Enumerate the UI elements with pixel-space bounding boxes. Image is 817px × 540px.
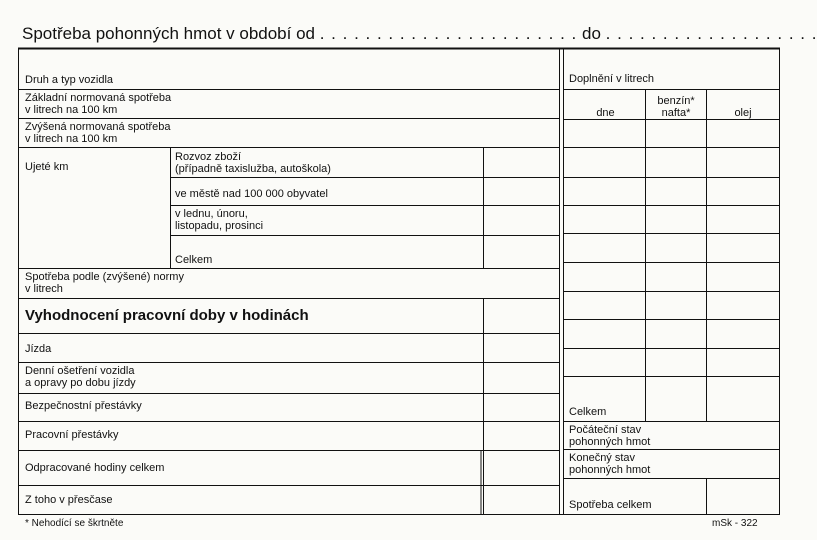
title-dots-to: . . . . . . . . . . . . . . . . . . . (605, 24, 817, 43)
km-driven-label: Ujeté km (25, 161, 69, 173)
title-prefix: Spotřeba pohonných hmot v období od (22, 24, 315, 43)
title-dots-from: . . . . . . . . . . . . . . . . . . . . . . . (319, 24, 578, 43)
work-breaks-label: Pracovní přestávky (25, 429, 119, 441)
final-state-label: Konečný stav pohonných hmot (569, 452, 651, 476)
col-day-header: dne (596, 107, 615, 119)
increased-consumption-label: Zvýšená normovaná spotřeba v litrech na 100 km (25, 121, 171, 145)
base-consumption-label: Základní normovaná spotřeba v litrech na 100 km (25, 92, 172, 116)
daily-care-label: Denní ošetření vozidla a opravy po dobu jízdy (25, 365, 136, 389)
vehicle-type-label: Druh a typ vozidla (25, 74, 114, 86)
consumption-by-norm-label: Spotřeba podle (zvýšené) normy v litrech (25, 271, 184, 295)
km-city-label: ve městě nad 100 000 obyvatel (175, 188, 328, 200)
km-total-label: Celkem (175, 254, 213, 266)
work-time-heading: Vyhodnocení pracovní doby v hodinách (25, 307, 309, 324)
overtime-label: Z toho v přesčase (25, 494, 113, 506)
refills-total-label: Celkem (569, 406, 607, 418)
title-to: do (582, 24, 601, 43)
form-code: mSk - 322 (712, 518, 758, 529)
km-winter-label: v lednu, únoru, listopadu, prosinci (175, 208, 264, 232)
refills-heading: Doplnění v litrech (569, 73, 654, 85)
footnote: * Nehodící se škrtněte (25, 518, 124, 529)
driving-label: Jízda (25, 343, 52, 355)
col-oil-header: olej (734, 107, 752, 119)
safety-breaks-label: Bezpečnostní přestávky (25, 400, 142, 412)
consumption-total-label: Spotřeba celkem (569, 499, 652, 511)
col-fuel-header: benzín* nafta* (657, 95, 695, 119)
km-delivery-label: Rozvoz zboží (případně taxislužba, autoškola) (175, 151, 331, 175)
hours-total-label: Odpracované hodiny celkem (25, 462, 165, 474)
initial-state-label: Počáteční stav pohonných hmot (569, 424, 651, 448)
